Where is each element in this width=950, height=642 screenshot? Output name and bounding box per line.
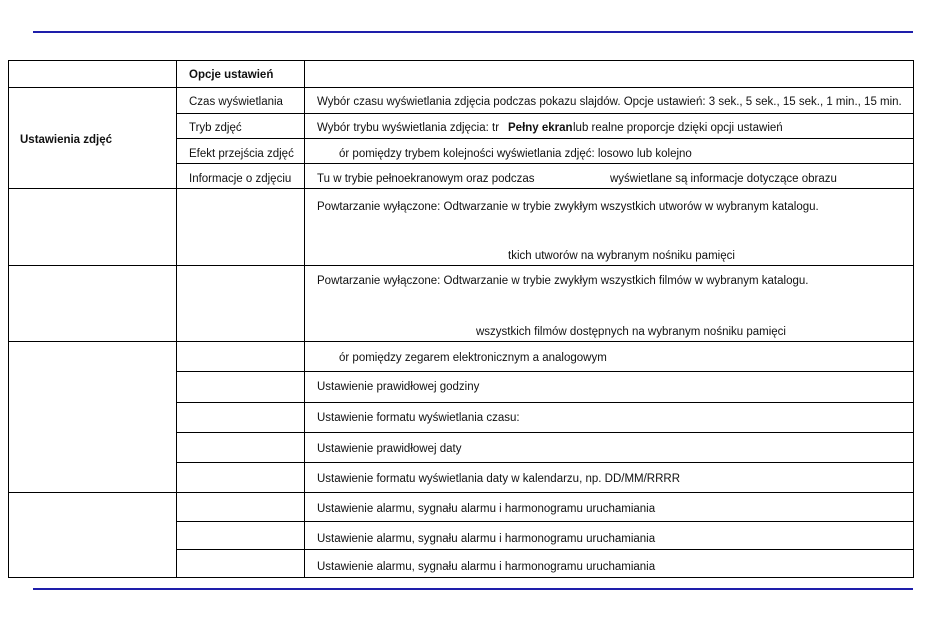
setting-name: Efekt przejścia zdjęć <box>189 148 294 160</box>
setting-description: ór pomiędzy trybem kolejności wyświetlania zdjęć: losowo lub kolejno <box>339 148 692 160</box>
section-label-photo-settings: Ustawienia zdjęć <box>20 134 113 146</box>
row-separator <box>176 462 914 463</box>
setting-description: Ustawienie alarmu, sygnału alarmu i harmonogramu uruchamiania <box>317 533 656 545</box>
row-separator <box>176 521 914 522</box>
setting-description: Wybór trybu wyświetlania zdjęcia: tr <box>317 122 500 134</box>
setting-description-emphasis: Pełny ekran <box>508 122 573 134</box>
row-separator <box>176 549 914 550</box>
setting-name: Tryb zdjęć <box>189 122 242 134</box>
row-separator <box>176 138 914 139</box>
row-separator <box>8 492 914 493</box>
row-separator <box>176 371 914 372</box>
row-separator <box>8 265 914 266</box>
table-border-top <box>8 60 914 61</box>
setting-description: Ustawienie prawidłowej godziny <box>317 381 480 393</box>
row-separator <box>8 188 914 189</box>
setting-description: Ustawienie formatu wyświetlania daty w kalendarzu, np. DD/MM/RRRR <box>317 473 681 485</box>
setting-description: ór pomiędzy zegarem elektronicznym a analogowym <box>339 352 607 364</box>
setting-description: Powtarzanie wyłączone: Odtwarzanie w trybie zwykłym wszystkich utworów w wybranym katalogu. <box>317 201 819 213</box>
setting-description: Wybór czasu wyświetlania zdjęcia podczas pokazu slajdów. Opcje ustawień: 3 sek., 5 sek., 15 sek., 1 min., 15 min. <box>317 96 902 108</box>
row-separator <box>8 87 914 88</box>
setting-description: Ustawienie formatu wyświetlania czasu: <box>317 412 520 424</box>
row-separator <box>176 113 914 114</box>
setting-description: wszystkich filmów dostępnych na wybranym nośniku pamięci <box>476 326 786 338</box>
setting-description: Ustawienie prawidłowej daty <box>317 443 462 455</box>
bottom-divider <box>33 588 913 590</box>
row-separator <box>176 432 914 433</box>
setting-description: lub realne proporcje dzięki opcji ustawień <box>573 122 783 134</box>
top-divider <box>33 31 913 33</box>
setting-name: Informacje o zdjęciu <box>189 173 292 185</box>
setting-description: tkich utworów na wybranym nośniku pamięci <box>508 250 735 262</box>
row-separator <box>8 341 914 342</box>
setting-name: Czas wyświetlania <box>189 96 283 108</box>
setting-description: Ustawienie alarmu, sygnału alarmu i harmonogramu uruchamiania <box>317 503 656 515</box>
setting-description: Powtarzanie wyłączone: Odtwarzanie w trybie zwykłym wszystkich filmów w wybranym katalogu. <box>317 275 809 287</box>
table-border-left <box>8 60 9 578</box>
setting-description: Ustawienie alarmu, sygnału alarmu i harmonogramu uruchamiania <box>317 561 656 573</box>
header-options-label: Opcje ustawień <box>189 69 274 81</box>
row-separator <box>176 402 914 403</box>
row-separator <box>176 163 914 164</box>
setting-description: wyświetlane są informacje dotyczące obrazu <box>610 173 837 185</box>
setting-description: Tu w trybie pełnoekranowym oraz podczas <box>317 173 535 185</box>
table-border-bottom <box>8 577 914 578</box>
